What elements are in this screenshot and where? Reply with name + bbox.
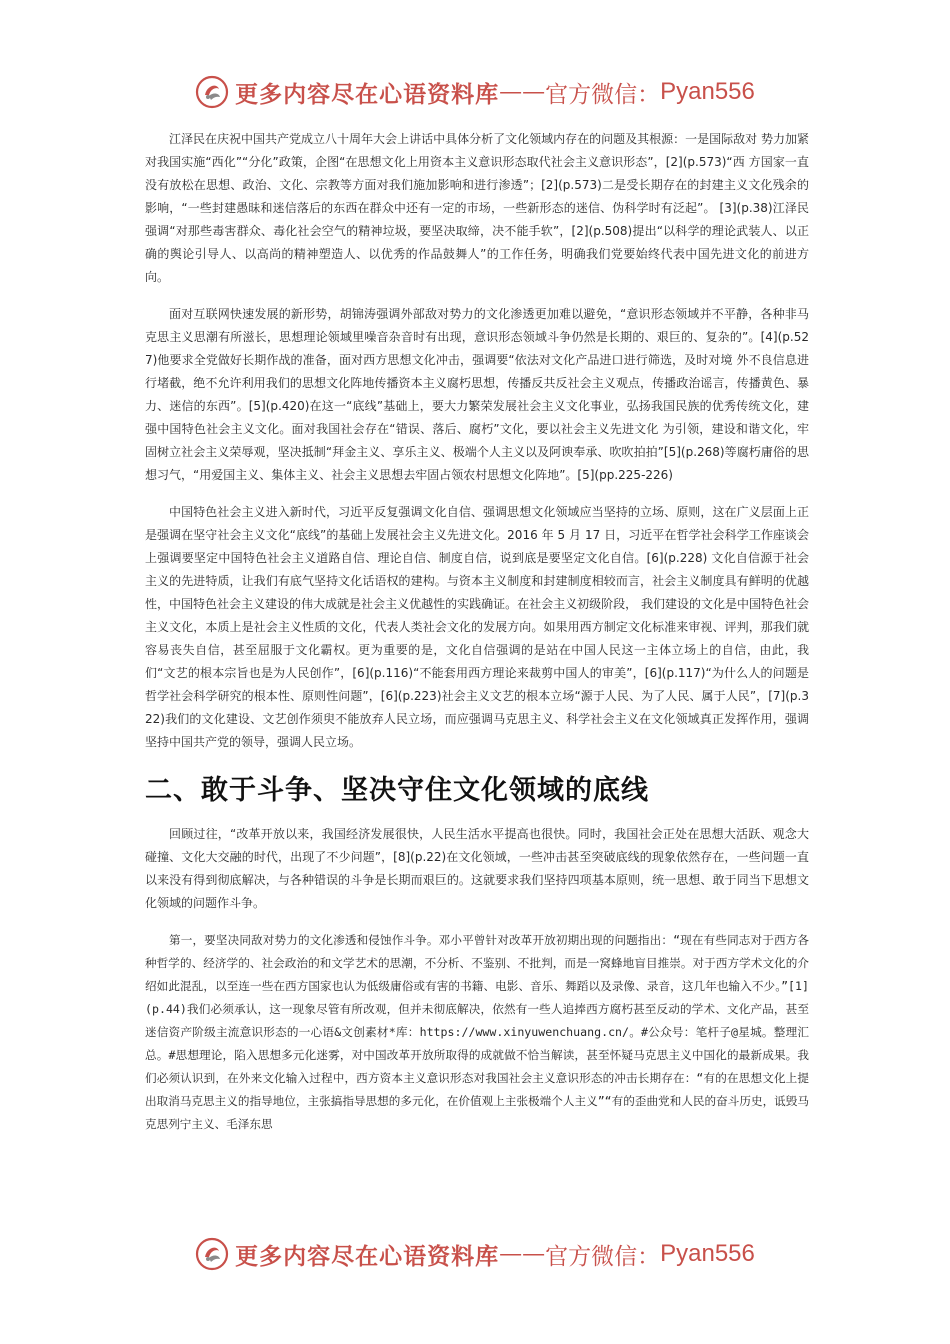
paragraph-3: 中国特色社会主义进入新时代，习近平反复强调文化自信、强调思想文化领域应当坚持的立场、原则，这在广义层面上正是强调在坚守社会主义文化“底线”的基础上发展社会主义先进文化。2016 年 5 月 17 日，习近平在哲学社会科学工作座谈会上强调要坚定中国特色社会主义道路自信、理论自信、制度自信，说到底是要坚定文化自信。[6](p.228) 文化自信源于社会主义的先进特质，让我们有底气坚持文化话语权的建构。与资本主义制度和封建制度相较而言，社会主义制度具有鲜明的优越性，中国特色社会主义建设的伟大成就是社会主义优越性的实践确证。在社会主义初级阶段， 我们建设的文化是中国特色社会主义文化，本质上是社会主义性质的文化，代表人类社会文化的发展方向。如果用西方制定文化标准来审视、评判，那我们就容易丧失自信，甚至屈服于文化霸权。更为重要的是，文化自信强调的是站在中国人民这一主体立场上的自信，由此，我们“文艺的根本宗旨也是为人民创作”，[6](p.116)“不能套用西方理论来裁剪中国人的审美”，[6](p.117)“为什么人的问题是哲学社会科学研究的根本性、原则性问题”，[6](p.223)社会主义文艺的根本立场“源于人民、为了人民、属于人民”，[7](p.322)我们的文化建设、文艺创作须臾不能放弃人民立场，而应强调马克思主义、科学社会主义在文化领域真正发挥作用，强调坚持中国共产党的领导，强调人民立场。 <box>145 505 809 749</box>
banner-text: 更多内容尽在心语资料库 <box>235 80 500 108</box>
flower-logo-icon <box>195 75 229 109</box>
footer-banner <box>0 1234 950 1274</box>
banner-wechat-id: Pyan556 <box>660 1240 755 1267</box>
paragraph-4: 回顾过往，“改革开放以来，我国经济发展很快，人民生活水平提高也很快。同时，我国社会正处在思想大活跃、观念大碰撞、文化大交融的时代，出现了不少问题”，[8](p.22)在文化领域，一些冲击甚至突破底线的现象依然存在，一些问题一直以来没有得到彻底解决，与各种错误的斗争是长期而艰巨的。这就要求我们坚持四项基本原则，统一思想、敢于同当下思想文化领域的问题作斗争。 <box>145 827 809 910</box>
banner-wechat-label: 官方微信： <box>545 1243 661 1270</box>
document-body <box>145 128 809 1150</box>
banner-wechat-label: 官方微信： <box>545 81 661 108</box>
banner-wechat-id: Pyan556 <box>660 78 755 105</box>
section-heading: 二、敢于斗争、坚决守住文化领域的底线 <box>145 775 649 806</box>
paragraph-1: 江泽民在庆祝中国共产党成立八十周年大会上讲话中具体分析了文化领域内存在的问题及其根源：一是国际敌对 势力加紧对我国实施“西化”“分化”政策，企图“在思想文化上用资本主义意识形态取代社会主义意识形态”，[2](p.573)“西 方国家一直没有放松在思想、政治、文化、宗教等方面对我们施加影响和进行渗透”；[2](p.573)二是受长期存在的封建主义文化残余的影响，“一些封建愚昧和迷信落后的东西在群众中还有一定的市场，一些新形态的迷信、伪科学时有泛起”。 [3](p.38)江泽民强调“对那些毒害群众、毒化社会空气的精神垃圾，要坚决取缔，决不能手软”，[2](p.508)提出“以科学的理论武装人、以正确的舆论引导人、以高尚的精神塑造人、以优秀的作品鼓舞人”的工作任务，明确我们党要始终代表中国先进文化的前进方向。 <box>145 132 809 284</box>
paragraph-2: 面对互联网快速发展的新形势，胡锦涛强调外部敌对势力的文化渗透更加难以避免，“意识形态领域并不平静，各种非马克思主义思潮有所滋长，思想理论领域里噪音杂音时有出现，意识形态领域斗争仍然是长期的、艰巨的、复杂的”。[4](p.527)他要求全党做好长期作战的准备，面对西方思想文化冲击，强调要“依法对文化产品进口进行筛选，及时对境 外不良信息进行堵截，绝不允许利用我们的思想文化阵地传播资本主义腐朽思想，传播反共反社会主义观点，传播政治谣言，传播黄色、暴力、迷信的东西”。[5](p.420)在这一“底线”基础上，要大力繁荣发展社会主义文化事业，弘扬我国民族的优秀传统文化，建强中国特色社会主义文化。面对我国社会存在“错误、落后、腐朽”文化，要以社会主义先进文化 为引领，建设和谐文化，牢固树立社会主义荣辱观，坚决抵制“拜金主义、享乐主义、极端个人主义以及阿谀奉承、吹吹拍拍”[5](p.268)等腐朽庸俗的思想习气，“用爱国主义、集体主义、社会主义思想去牢固占领农村思想文化阵地”。[5](pp.225-226) <box>145 307 809 482</box>
banner-dash: —— <box>499 1241 546 1267</box>
flower-logo-icon <box>195 1237 229 1271</box>
banner-dash: —— <box>499 79 546 105</box>
paragraph-5: 第一，要坚决同敌对势力的文化渗透和侵蚀作斗争。邓小平曾针对改革开放初期出现的问题指出：“现在有些同志对于西方各种哲学的、经济学的、社会政治的和文学艺术的思潮，不分析、不鉴别、不批判，而是一窝蜂地盲目推崇。对于西方学术文化的介绍如此混乱，以至连一些在西方国家也认为低级庸俗或有害的书籍、电影、音乐、舞蹈以及录像、录音，这几年也输入不少。”[1](p.44)我们必须承认，这一现象尽管有所改观，但并未彻底解决，依然有一些人追捧西方腐朽甚至反动的学术、文化产品，甚至迷信资产阶级主流意识形态的一心语&文创素材*库：https://www.xinyuwenchuang.cn/。#公众号：笔杆子@星城。整理汇总。#思想理论，陷入思想多元化迷雾，对中国改革开放所取得的成就做不恰当解读，甚至怀疑马克思主义中国化的最新成果。我们必须认识到，在外来文化输入过程中，西方资本主义意识形态对我国社会主义意识形态的冲击长期存在：“有的在思想文化上提出取消马克思主义的指导地位，主张搞指导思想的多元化，在价值观上主张极端个人主义”“有的歪曲党和人民的奋斗历史，诋毁马克思列宁主义、毛泽东思 <box>145 933 809 1131</box>
banner-text: 更多内容尽在心语资料库 <box>235 1242 500 1270</box>
header-banner <box>0 72 950 112</box>
